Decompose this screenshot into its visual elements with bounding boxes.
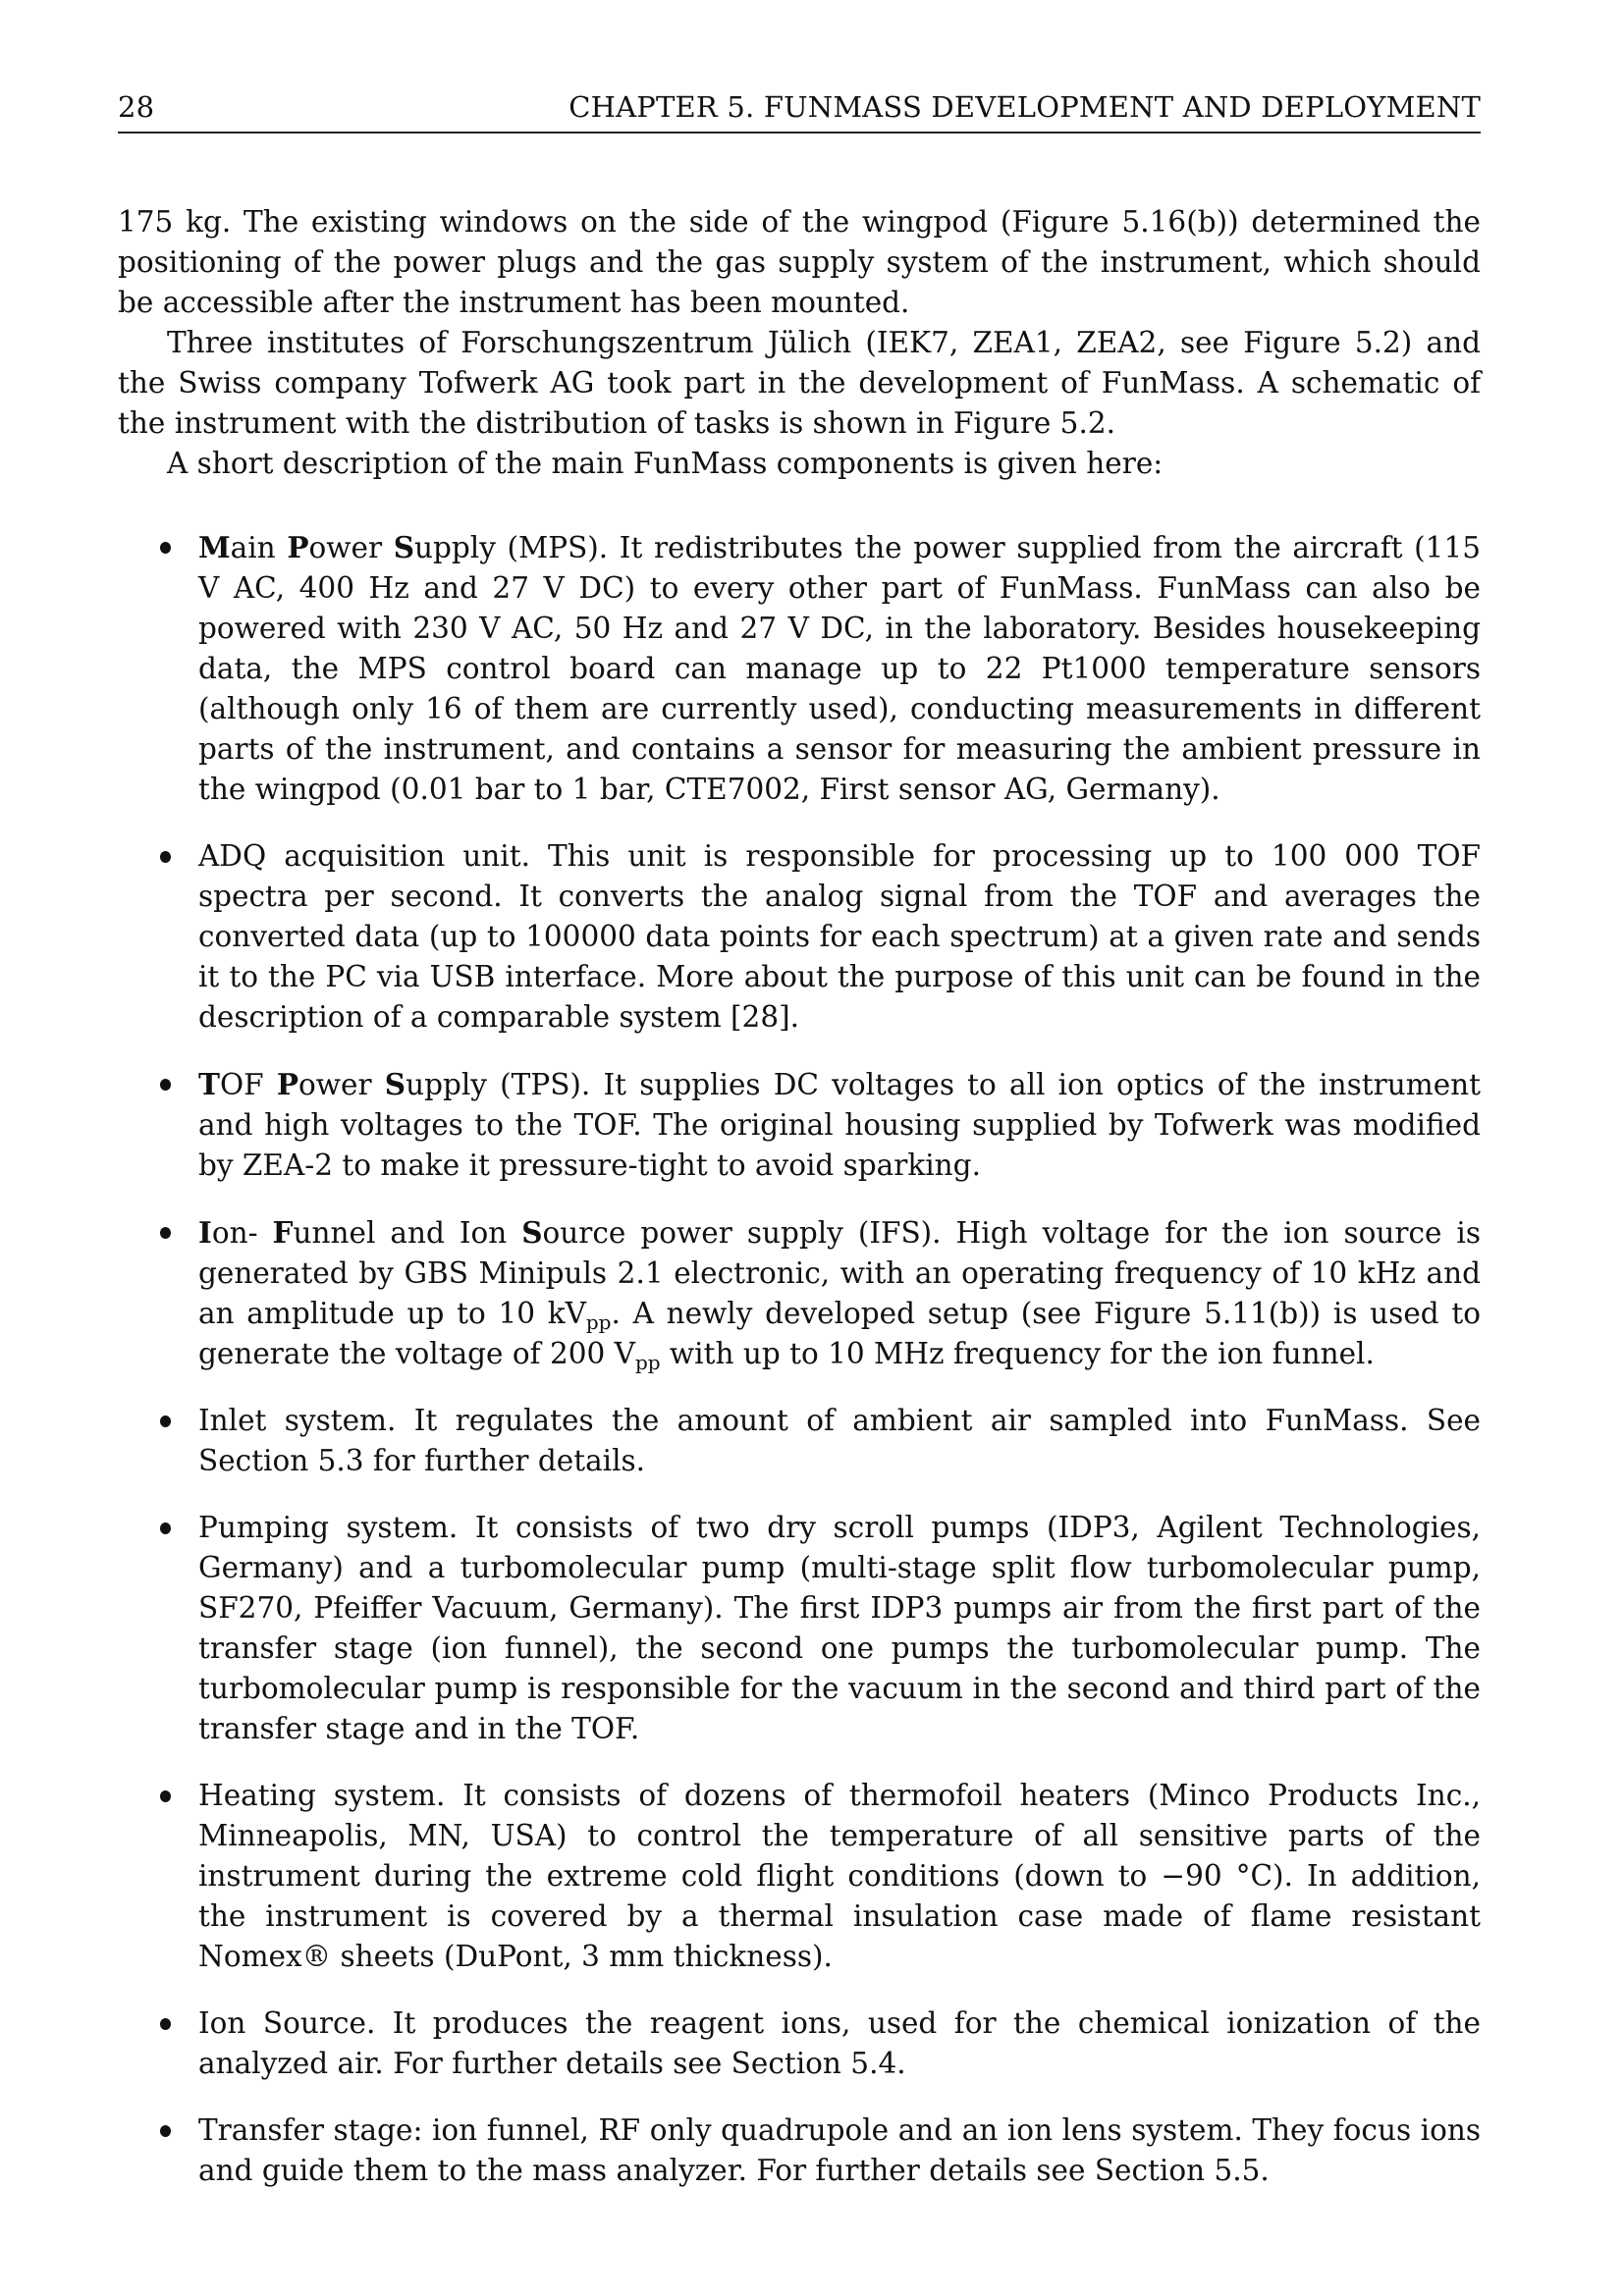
list-item bbox=[118, 1776, 1481, 1977]
bullet-icon bbox=[160, 1227, 171, 1239]
component-list bbox=[118, 527, 1481, 2191]
running-header bbox=[118, 90, 1481, 130]
list-item bbox=[118, 2110, 1481, 2191]
bullet-icon bbox=[160, 2125, 171, 2137]
page-number: 28 bbox=[118, 90, 155, 124]
item-title: ADQ acquisition unit. bbox=[198, 839, 530, 873]
item-title: Main Power Supply bbox=[198, 530, 496, 564]
bullet-icon bbox=[160, 1415, 171, 1427]
item-text: It produces the reagent ions, used for the chemical ionization of the analyzed air. For further details see Section 5.4. bbox=[198, 2006, 1482, 2080]
paragraph: 175 kg. The existing windows on the side of the wingpod (Figure 5.16(b)) determined the positioning of the power plugs and the gas supply system of the instrument, which should be accessible after the instrument has been mounted. bbox=[118, 205, 1481, 319]
bullet-icon bbox=[160, 2018, 171, 2030]
bullet-icon bbox=[160, 1522, 171, 1534]
item-title: Ion- Funnel and Ion Source power supply bbox=[198, 1215, 843, 1250]
item-title: Pumping system. bbox=[198, 1511, 459, 1544]
header-rule bbox=[118, 132, 1481, 133]
paragraph: A short description of the main FunMass components is given here: bbox=[167, 447, 1164, 480]
running-title: CHAPTER 5. FUNMASS DEVELOPMENT AND DEPLOYMENT bbox=[568, 90, 1481, 124]
list-item bbox=[118, 1064, 1481, 1186]
item-title: Inlet system. bbox=[198, 1404, 397, 1437]
item-title: Ion Source. bbox=[198, 2006, 376, 2040]
bullet-icon bbox=[160, 1079, 171, 1091]
item-text: It consists of two dry scroll pumps (IDP3, Agilent Technologies, Germany) and a turbomolecular pump (multi-stage split flow turbomolecular pump, SF270, Pfeiffer Vacuum, Germany). The first IDP3 pumps air from the first part of the transfer stage (ion funnel), the second one pumps the turbomolecular pump. The turbomolecular pump is responsible for the vacuum in the second and third part of the transfer stage and in the TOF. bbox=[198, 1511, 1481, 1745]
item-text: It regulates the amount of ambient air sampled into FunMass. See Section 5.3 for further details. bbox=[198, 1404, 1481, 1477]
item-text: (TPS). It supplies DC voltages to all ion optics of the instrument and high voltages to the TOF. The original housing supplied by Tofwerk was modified by ZEA-2 to make it pressure-tight to avoid sparking. bbox=[198, 1068, 1482, 1182]
item-text: ion funnel, RF only quadrupole and an ion lens system. They focus ions and guide them to the mass analyzer. For further details see Section 5.5. bbox=[198, 2113, 1481, 2187]
item-text: (IFS). High voltage for the ion source is generated by GBS Minipuls 2.1 electronic, with an operating frequency of 10 kHz and an amplitude up to 10 $kV_{pp}$. A newly developed setup (see Figure 5.11(b)) is used to generate the voltage of 200 $V_{pp}$ with up to 10 MHz frequency for the ion funnel. bbox=[198, 1216, 1481, 1374]
bullet-icon bbox=[160, 1790, 171, 1802]
list-item bbox=[118, 527, 1481, 810]
paragraph: Three institutes of Forschungszentrum Jülich (IEK7, ZEA1, ZEA2, see Figure 5.2) and the Swiss company Tofwerk AG took part in the development of FunMass. A schematic of the instrument with the distribution of tasks is shown in Figure 5.2. bbox=[118, 326, 1481, 440]
list-item bbox=[118, 2003, 1481, 2084]
bullet-icon bbox=[160, 851, 171, 863]
bullet-icon bbox=[160, 542, 171, 554]
list-item bbox=[118, 1212, 1481, 1374]
item-title: TOF Power Supply bbox=[198, 1067, 487, 1101]
item-title: Heating system. bbox=[198, 1779, 446, 1812]
list-item bbox=[118, 836, 1481, 1038]
item-text: This unit is responsible for processing up to 100 000 TOF spectra per second. It converts the analog signal from the TOF and averages the converted data (up to 100000 data points for each spectrum) at a given rate and sends it to the PC via USB interface. More about the purpose of this unit can be found in the description of a comparable system [28]. bbox=[198, 839, 1481, 1034]
item-title: Transfer stage: bbox=[198, 2113, 423, 2147]
body-text bbox=[118, 202, 1481, 2217]
list-item bbox=[118, 1401, 1481, 1481]
item-text: (MPS). It redistributes the power supplied from the aircraft (115 V AC, 400 Hz and 27 V DC) to every other part of FunMass. FunMass can also be powered with 230 V AC, 50 Hz and 27 V DC, in the laboratory. Besides housekeeping data, the MPS control board can manage up to 22 Pt1000 temperature sensors (although only 16 of them are currently used), conducting measurements in different parts of the instrument, and contains a sensor for measuring the ambient pressure in the wingpod (0.01 bar to 1 bar, CTE7002, First sensor AG, Germany). bbox=[198, 531, 1481, 806]
list-item bbox=[118, 1508, 1481, 1749]
item-text: It consists of dozens of thermofoil heaters (Minco Products Inc., Minneapolis, MN, USA) to control the temperature of all sensitive parts of the instrument during the extreme cold flight conditions (down to −90 °C). In addition, the instrument is covered by a thermal insulation case made of flame resistant Nomex® sheets (DuPont, 3 mm thickness). bbox=[198, 1779, 1481, 1973]
